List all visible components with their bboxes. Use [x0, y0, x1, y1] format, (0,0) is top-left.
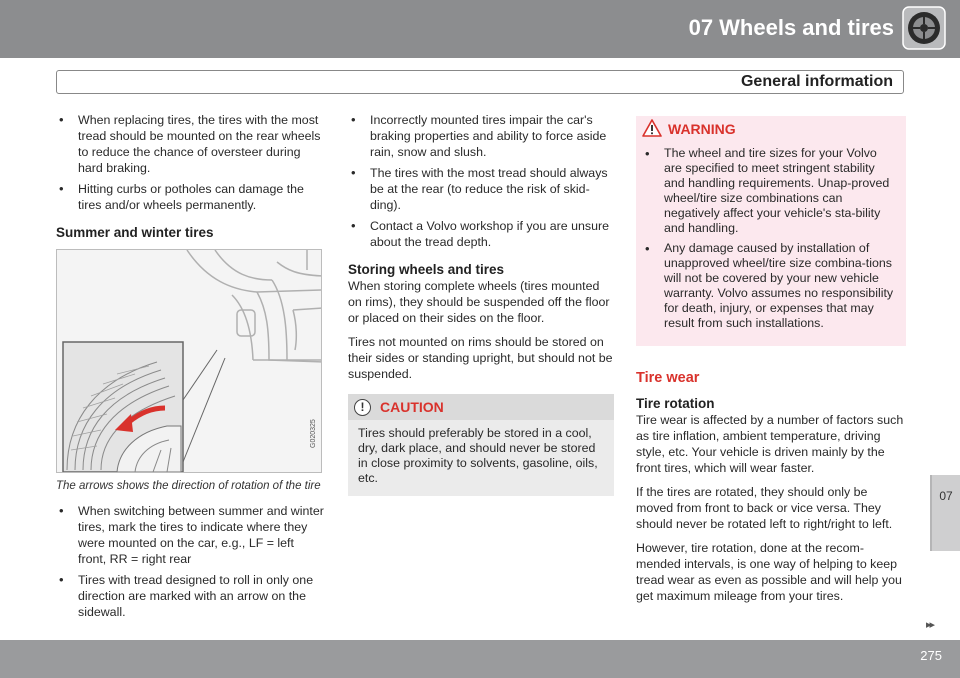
paragraph: However, tire rotation, done at the recom-mended intervals, is one way of helping to keep tread wear as even as possible and will help you get maximum mileage from your tires.: [636, 541, 902, 603]
list-item: • The tires with the most tread should always be at the rear (to reduce the risk of skid-ding).: [348, 165, 614, 213]
caution-title: CAUTION: [380, 399, 444, 415]
caution-header: [348, 394, 614, 420]
caution-exclamation-icon: !: [354, 399, 371, 416]
warning-triangle-icon: [642, 119, 662, 137]
paragraph: If the tires are rotated, they should only be moved from front to back or vice versa. They should never be rotated left to right/right to left.: [636, 485, 893, 531]
section-bar: [56, 70, 904, 94]
tire-wear-section: [636, 370, 906, 612]
chapter-number: 07: [939, 489, 953, 503]
list-item: • Tires with tread designed to roll in only one direction are marked with an arrow on the sidewall.: [56, 572, 324, 620]
page-number: 275: [920, 648, 942, 663]
paragraph: When storing complete wheels (tires mounted on rims), they should be suspended off the floor or placed on their sides on the floor.: [348, 279, 610, 325]
list-item: • Contact a Volvo workshop if you are unsure about the tread depth.: [348, 218, 614, 250]
caution-text: Tires should preferably be stored in a cool, dry, dark place, and should never be stored in close proximity to solvents, gasoline, oils, etc.: [358, 426, 598, 485]
warning-header: [636, 116, 906, 142]
figure-code: G020325: [310, 419, 317, 448]
list-item: • Incorrectly mounted tires impair the car's braking properties and ability to force aside rain, snow and slush.: [348, 112, 614, 160]
column-2: [348, 112, 614, 496]
figure-caption: The arrows shows the direction of rotation of the tire: [56, 480, 321, 492]
section-title: General information: [740, 73, 893, 90]
paragraph: Tires not mounted on rims should be stored on their sides or standing upright, but should not be suspended.: [348, 335, 613, 381]
car-tire-illustration: [57, 250, 322, 473]
warning-body: [636, 142, 906, 346]
bullet-list: [56, 503, 324, 620]
storing-heading: Storing wheels and tires: [348, 262, 505, 277]
tire-wear-heading: Tire wear: [636, 370, 700, 386]
bullet-list: [348, 112, 614, 250]
wheel-icon: [902, 6, 946, 50]
next-page-arrows-icon: ▸▸: [926, 619, 934, 631]
column-1: [56, 112, 324, 625]
warning-box: [636, 116, 906, 346]
page-footer: [0, 640, 960, 678]
bullet-list: [642, 146, 896, 331]
summer-winter-heading: Summer and winter tires: [56, 225, 214, 240]
caution-box: [348, 394, 614, 496]
warning-title: WARNING: [668, 121, 736, 137]
list-item: • When replacing tires, the tires with the most tread should be mounted on the rear wheels to reduce the chance of oversteer during hard braking.: [56, 112, 324, 176]
paragraph: Tire wear is affected by a number of factors such as tire inflation, ambient temperature, driving style, etc. Your vehicle is driven mainly by the front tires, which will wear faster.: [636, 413, 904, 475]
chapter-header: [0, 0, 960, 58]
list-item: • Hitting curbs or potholes can damage the tires and/or wheels permanently.: [56, 181, 324, 213]
chapter-title: 07 Wheels and tires: [688, 15, 894, 40]
list-item: • Any damage caused by installation of unapproved wheel/tire size combina-tions will not be covered by your new vehicle warranty. Volvo assumes no responsibility for death, injury, or expenses that may result from such installations.: [642, 241, 896, 331]
bullet-list: [56, 112, 324, 213]
chapter-side-tab: [930, 475, 960, 551]
tire-rotation-figure: [56, 249, 322, 473]
list-item: • The wheel and tire sizes for your Volvo are specified to meet stringent stability and handling requirements. Unap-proved wheel/tire size combinations can negatively affect your vehicle's sta-bility and handling.: [642, 146, 896, 236]
list-item: • When switching between summer and winter tires, mark the tires to indicate where they were mounted on the car, e.g., LF = left front, RR = right rear: [56, 503, 324, 567]
tire-rotation-heading: Tire rotation: [636, 396, 715, 411]
